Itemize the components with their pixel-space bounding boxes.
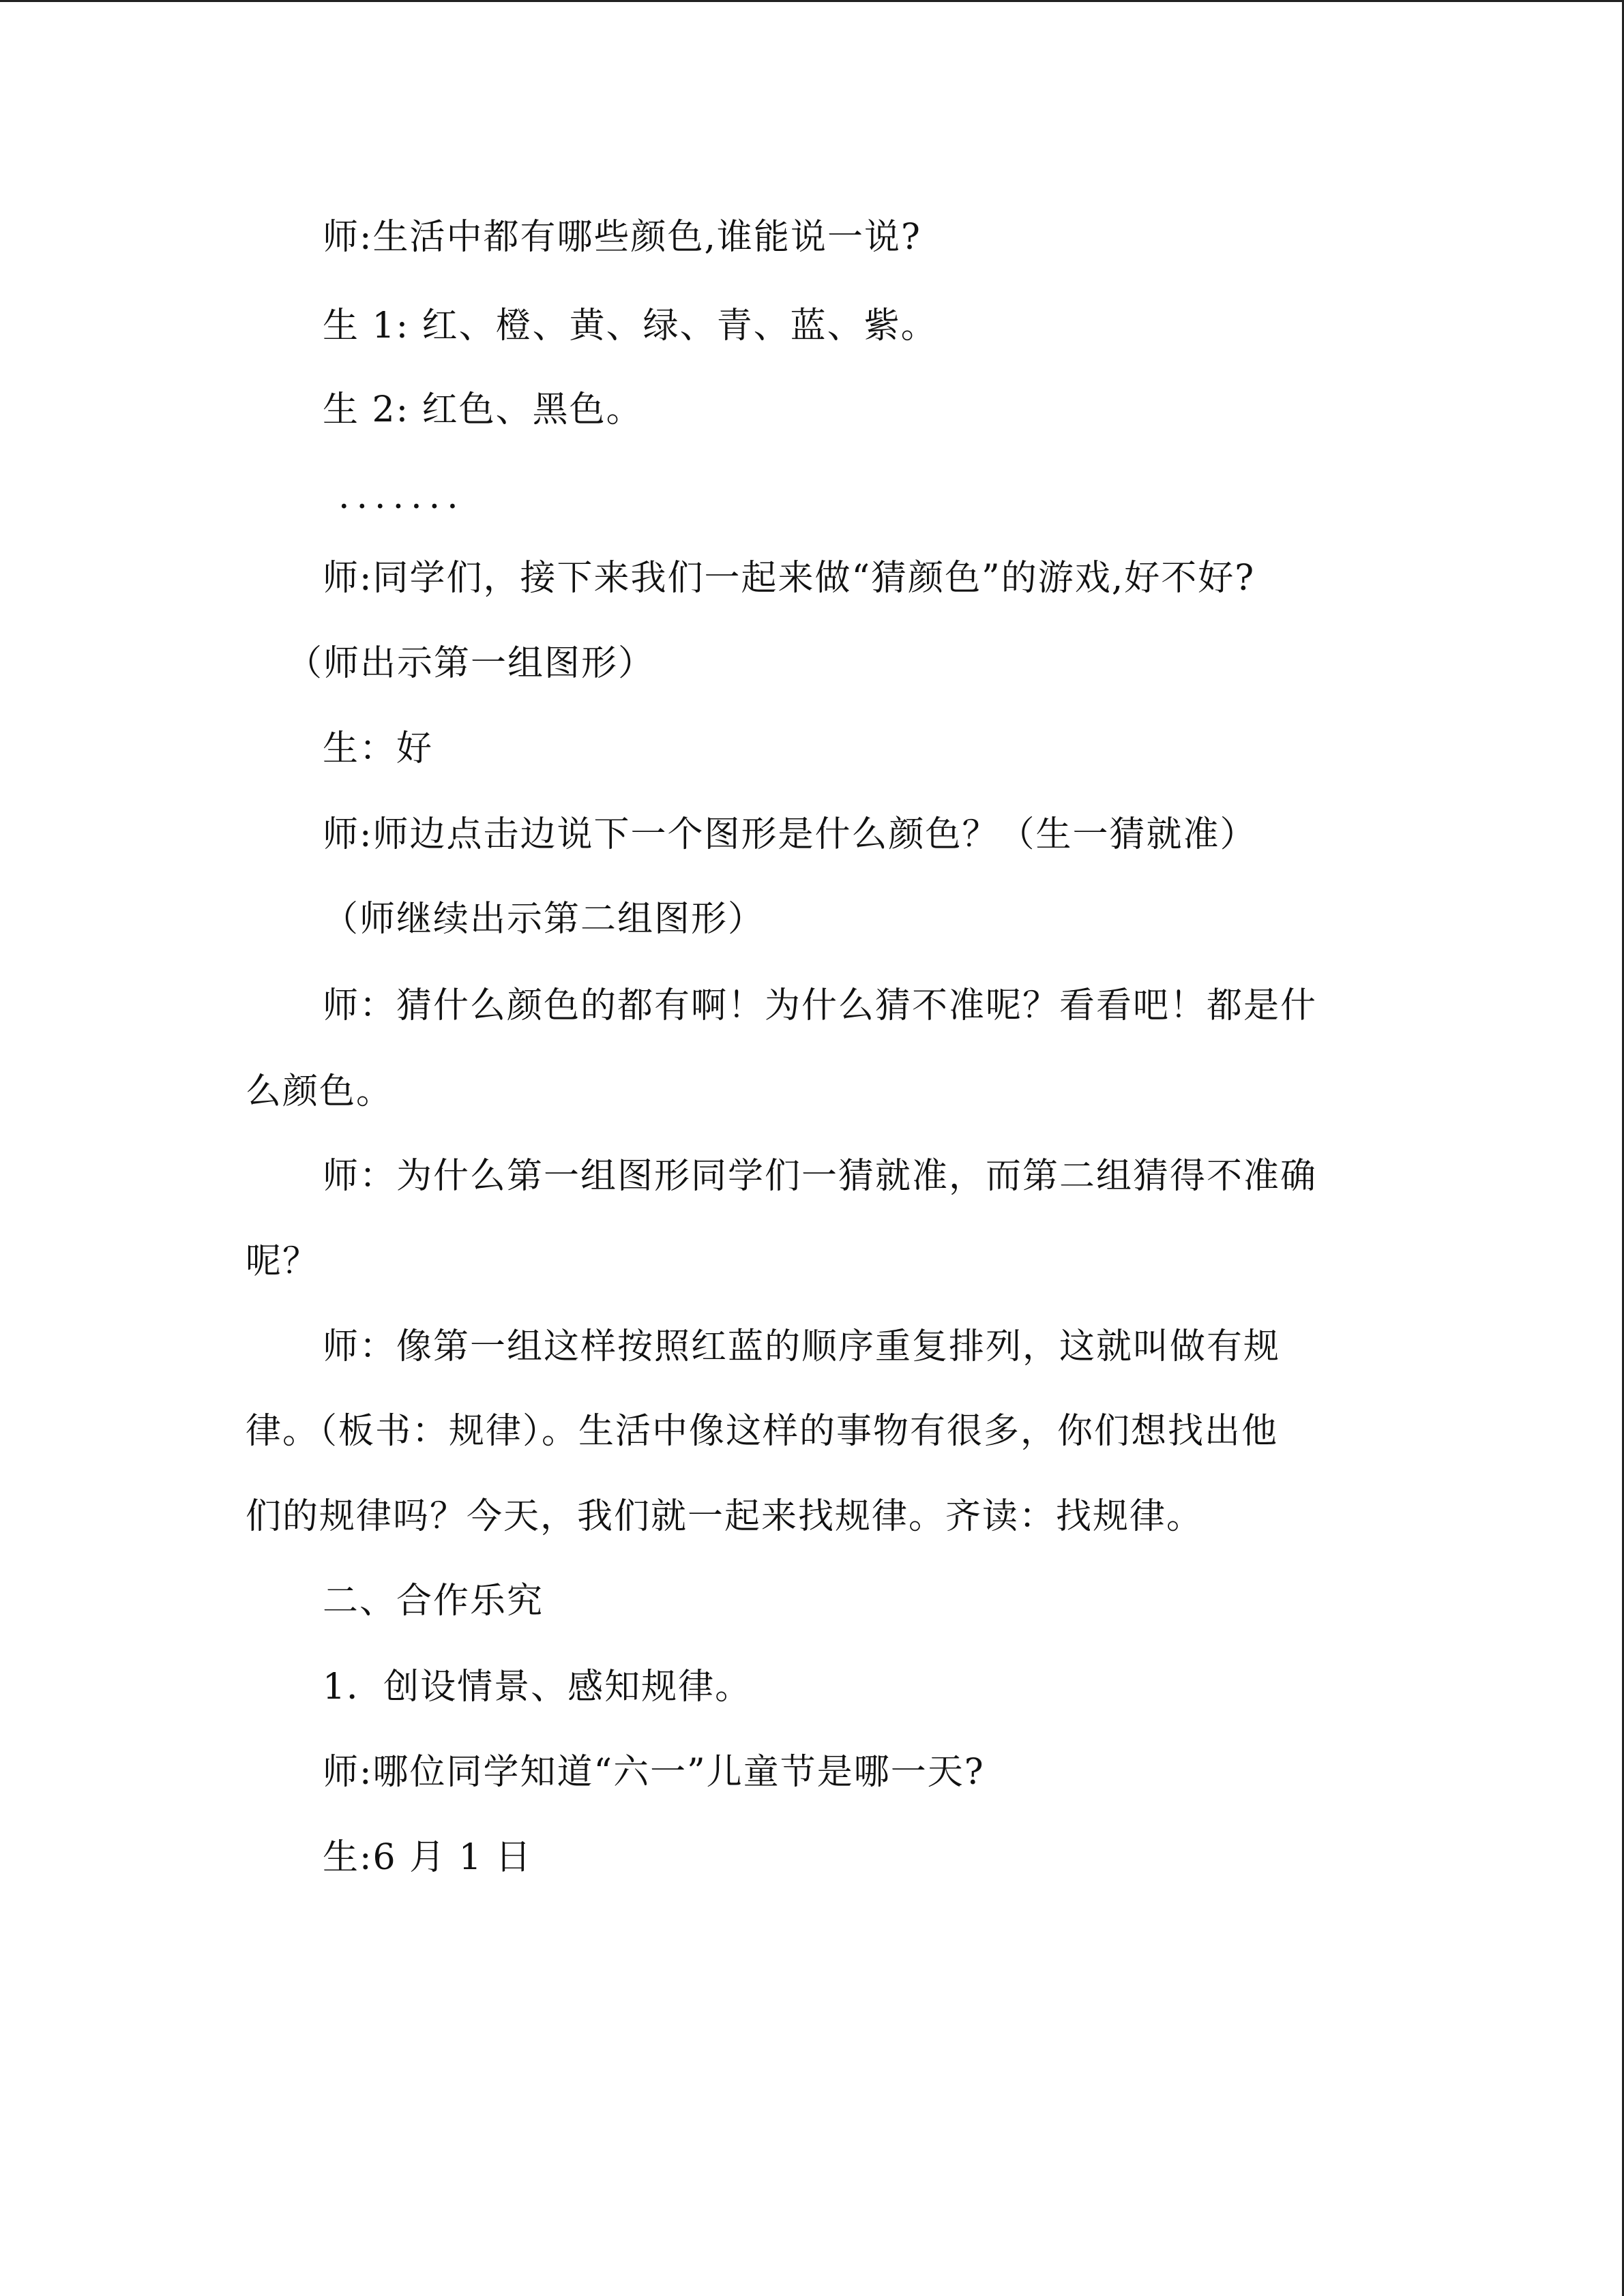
dialogue-line: 生：好 xyxy=(323,728,434,769)
stage-direction: （师出示第一组图形） xyxy=(286,643,655,684)
stage-direction: （师继续出示第二组图形） xyxy=(323,899,765,940)
ellipsis-line: ....... xyxy=(338,476,465,517)
dialogue-line-continued: 呢？ xyxy=(246,1241,320,1282)
page-border-top xyxy=(0,0,1624,2)
dialogue-line-continued: 们的规律吗？今天，我们就一起来找规律。齐读：找规律。 xyxy=(246,1496,1204,1537)
subsection-heading: 1．创设情景、感知规律。 xyxy=(323,1667,752,1708)
dialogue-line: 师：为什么第一组图形同学们一猜就准，而第二组猜得不准确 xyxy=(323,1156,1318,1197)
section-heading: 二、合作乐究 xyxy=(323,1581,544,1622)
dialogue-line: 生 2: 红色、黑色。 xyxy=(323,389,643,430)
dialogue-line: 师:同学们，接下来我们一起来做“猜颜色”的游戏,好不好? xyxy=(323,558,1256,599)
dialogue-line-continued: 么颜色。 xyxy=(246,1071,394,1112)
dialogue-line-continued: 律。（板书：规律）。生活中像这样的事物有很多，你们想找出他 xyxy=(246,1411,1279,1452)
dialogue-line: 师:哪位同学知道“六一”儿童节是哪一天? xyxy=(323,1752,985,1793)
dialogue-line: 生:6 月 1 日 xyxy=(323,1837,533,1878)
dialogue-line: 师:生活中都有哪些颜色,谁能说一说? xyxy=(323,217,921,258)
dialogue-line: 师:师边点击边说下一个图形是什么颜色？（生一猜就准） xyxy=(323,814,1257,855)
dialogue-line: 师：像第一组这样按照红蓝的顺序重复排列，这就叫做有规 xyxy=(323,1326,1281,1367)
dialogue-line: 师：猜什么颜色的都有啊！为什么猜不准呢？看看吧！都是什 xyxy=(323,985,1318,1026)
dialogue-line: 生 1: 红、橙、黄、绿、青、蓝、紫。 xyxy=(323,305,938,346)
